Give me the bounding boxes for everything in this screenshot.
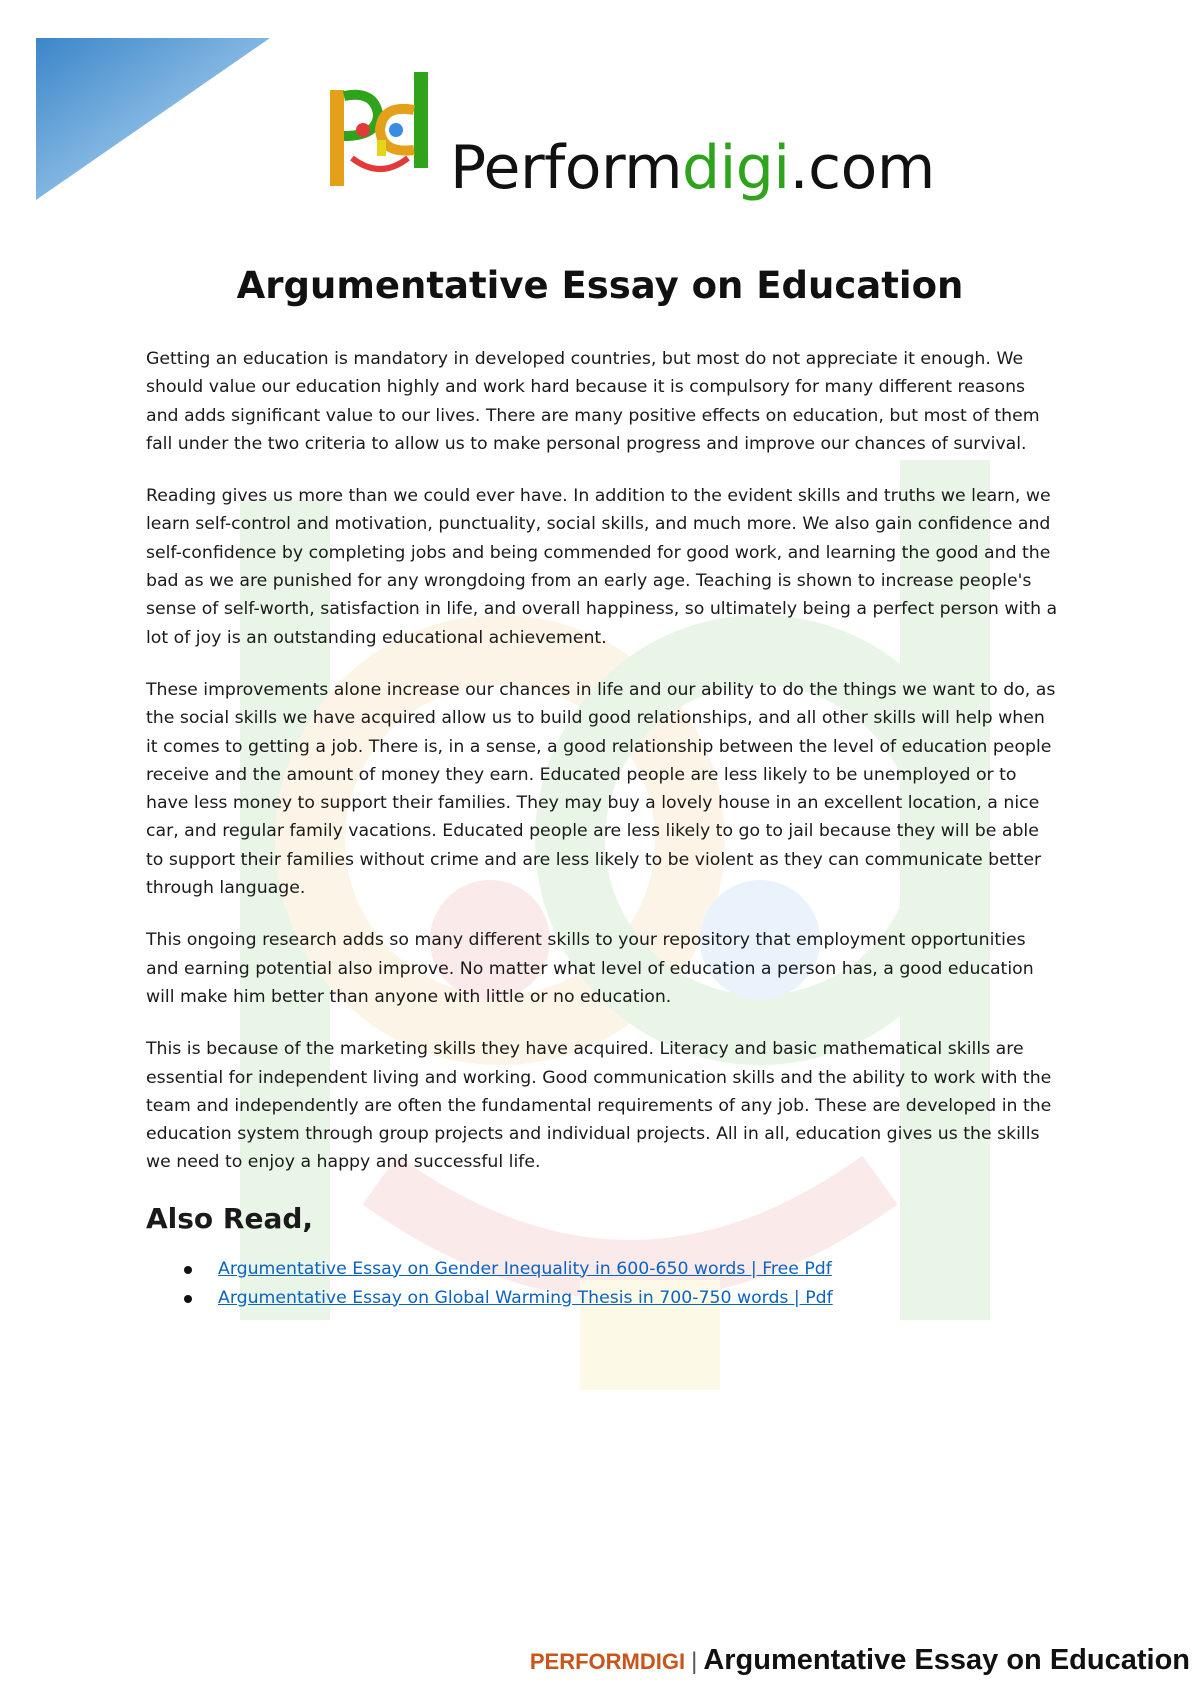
page-footer [530,1644,1190,1677]
essay-paragraph: This ongoing research adds so many different skills to your repository that employment opportunities and earning potential also improve. No matter what level of education a person has, a good education will make him better than anyone with little or no education. [146,930,1034,1007]
also-read-list [146,1255,1061,1313]
footer-title: Argumentative Essay on Education [703,1644,1190,1676]
essay-paragraph: These improvements alone increase our chances in life and our ability to do the things we want to do, as the social skills we have acquired allow us to build good relationships, and all other skills will help when it comes to getting a job. There is, in a sense, a good relationship between the level of education people receive and the amount of money they earn. Educated people are less likely to be unemployed or to have less money to support their families. They may buy a lovely house in an excellent location, a nice car, and regular family vacations. Educated people are less likely to go to jail because they will be able to support their families without crime and are less likely to be violent as they can communicate better through language. [146,679,1056,899]
logo-text-perform: Perform [450,133,683,203]
bullet-icon [184,1295,192,1303]
site-logo[interactable] [328,70,948,220]
essay-paragraph: This is because of the marketing skills they have acquired. Literacy and basic mathematical skills are essential for independent living and working. Good communication skills and the ability to work with the team and independently are often the fundamental requirements of any job. These are developed in the education system through group projects and individual projects. All in all, education gives us the skills we need to enjoy a happy and successful life. [146,1039,1052,1173]
essay-body [146,345,1061,1313]
document-title: Argumentative Essay on Education [236,264,964,307]
footer-brand: PERFORMDIGI [529,1649,686,1674]
pd-face-logo-icon [328,70,443,190]
also-read-heading: Also Read, [146,1201,314,1235]
list-item [146,1284,1061,1313]
link-gender-inequality-essay[interactable]: Argumentative Essay on Gender Inequality in 600-650 words | Free Pdf [218,1258,832,1279]
corner-decoration [0,0,280,210]
link-global-warming-essay[interactable]: Argumentative Essay on Global Warming Thesis in 700-750 words | Pdf [218,1287,833,1308]
footer-separator: | [691,1648,698,1675]
essay-paragraph: Getting an education is mandatory in developed countries, but most do not appreciate it enough. We should value our education highly and work hard because it is compulsory for many different reasons and adds significant value to our lives. There are many positive effects on education, but most of them fall under the two criteria to allow us to make personal progress and improve our chances of survival. [146,349,1040,454]
logo-wordmark [450,132,935,204]
logo-text-com: .com [789,133,935,203]
essay-paragraph: Reading gives us more than we could ever have. In addition to the evident skills and truths we learn, we learn self-control and motivation, punctuality, social skills, and much more. We also gain confidence and self-confidence by completing jobs and being commended for good work, and learning the good and the bad as we are punished for any wrongdoing from an early age. Teaching is shown to increase people's sense of self-worth, satisfaction in life, and overall happiness, so ultimately being a perfect person with a lot of joy is an outstanding educational achievement. [146,486,1058,648]
bullet-icon [184,1266,192,1274]
logo-text-digi: digi [682,133,790,203]
list-item [146,1255,1061,1284]
